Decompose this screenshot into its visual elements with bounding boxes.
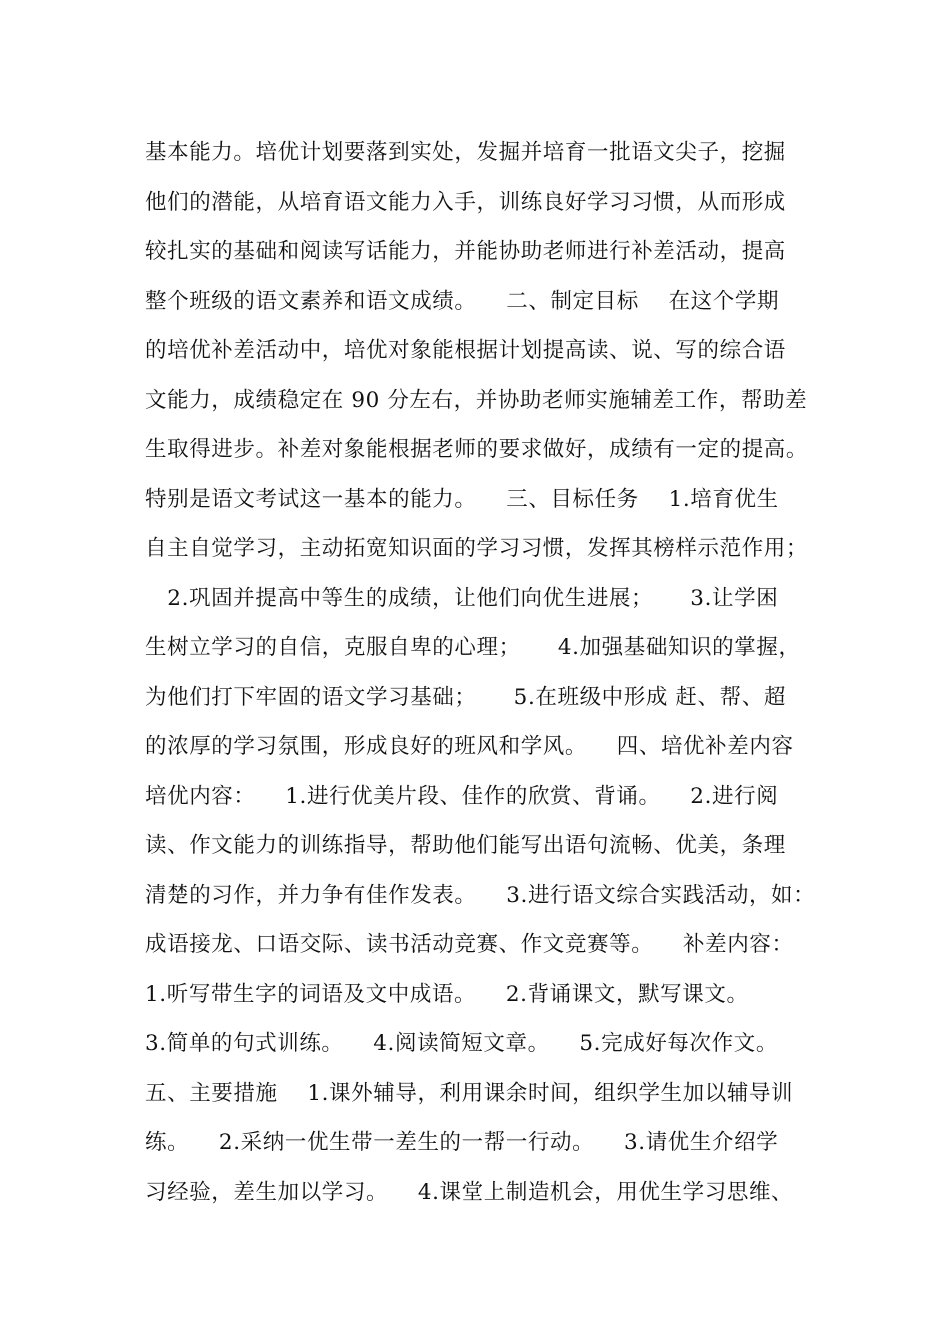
text-line: 的浓厚的学习氛围，形成良好的班风和学风。 四、培优补差内容 — [145, 734, 794, 759]
text-line: 2.巩固并提高中等生的成绩，让他们向优生进展； 3.让学困 — [145, 585, 779, 611]
text-line: 五、主要措施 1.课外辅导，利用课余时间，组织学生加以辅导训 — [145, 1080, 794, 1106]
text-line: 的培优补差活动中，培优对象能根据计划提高读、说、写的综合语 — [145, 338, 786, 363]
text-line: 1.听写带生字的词语及文中成语。 2.背诵课文，默写课文。 — [145, 981, 749, 1007]
text-line: 文能力，成绩稳定在 90 分左右，并协助老师实施辅差工作，帮助差 — [145, 387, 808, 413]
body-text — [145, 128, 835, 1217]
text-line: 读、作文能力的训练指导，帮助他们能写出语句流畅、优美，条理 — [145, 833, 786, 858]
text-line: 特别是语文考试这一基本的能力。 三、目标任务 1.培育优生 — [145, 486, 779, 512]
text-line: 为他们打下牢固的语文学习基础； 5.在班级中形成 赶、帮、超 — [145, 684, 786, 710]
text-line: 较扎实的基础和阅读写话能力，并能协助老师进行补差活动，提高 — [145, 239, 786, 264]
text-line: 生取得进步。补差对象能根据老师的要求做好，成绩有一定的提高。 — [145, 437, 809, 462]
text-line: 清楚的习作，并力争有佳作发表。 3.进行语文综合实践活动，如： — [145, 882, 816, 908]
text-line: 练。 2.采纳一优生带一差生的一帮一行动。 3.请优生介绍学 — [145, 1130, 779, 1155]
text-line: 自主自觉学习，主动拓宽知识面的学习习惯，发挥其榜样示范作用； — [145, 536, 809, 561]
text-line: 基本能力。培优计划要落到实处，发掘并培育一批语文尖子，挖掘 — [145, 140, 786, 165]
text-line: 3.简单的句式训练。 4.阅读简短文章。 5.完成好每次作文。 — [145, 1031, 778, 1056]
text-line: 习经验，差生加以学习。 4.课堂上制造机会，用优生学习思维、 — [145, 1179, 794, 1205]
text-line: 他们的潜能，从培育语文能力入手，训练良好学习习惯，从而形成 — [145, 189, 786, 215]
text-line: 整个班级的语文素养和语文成绩。 二、制定目标 在这个学期 — [145, 288, 780, 314]
text-line: 生树立学习的自信，克服自卑的心理； 4.加强基础知识的掌握， — [145, 635, 801, 660]
text-line: 培优内容： 1.进行优美片段、佳作的欣赏、背诵。 2.进行阅 — [145, 783, 779, 809]
text-line: 成语接龙、口语交际、读书活动竞赛、作文竞赛等。 补差内容： — [145, 932, 794, 957]
